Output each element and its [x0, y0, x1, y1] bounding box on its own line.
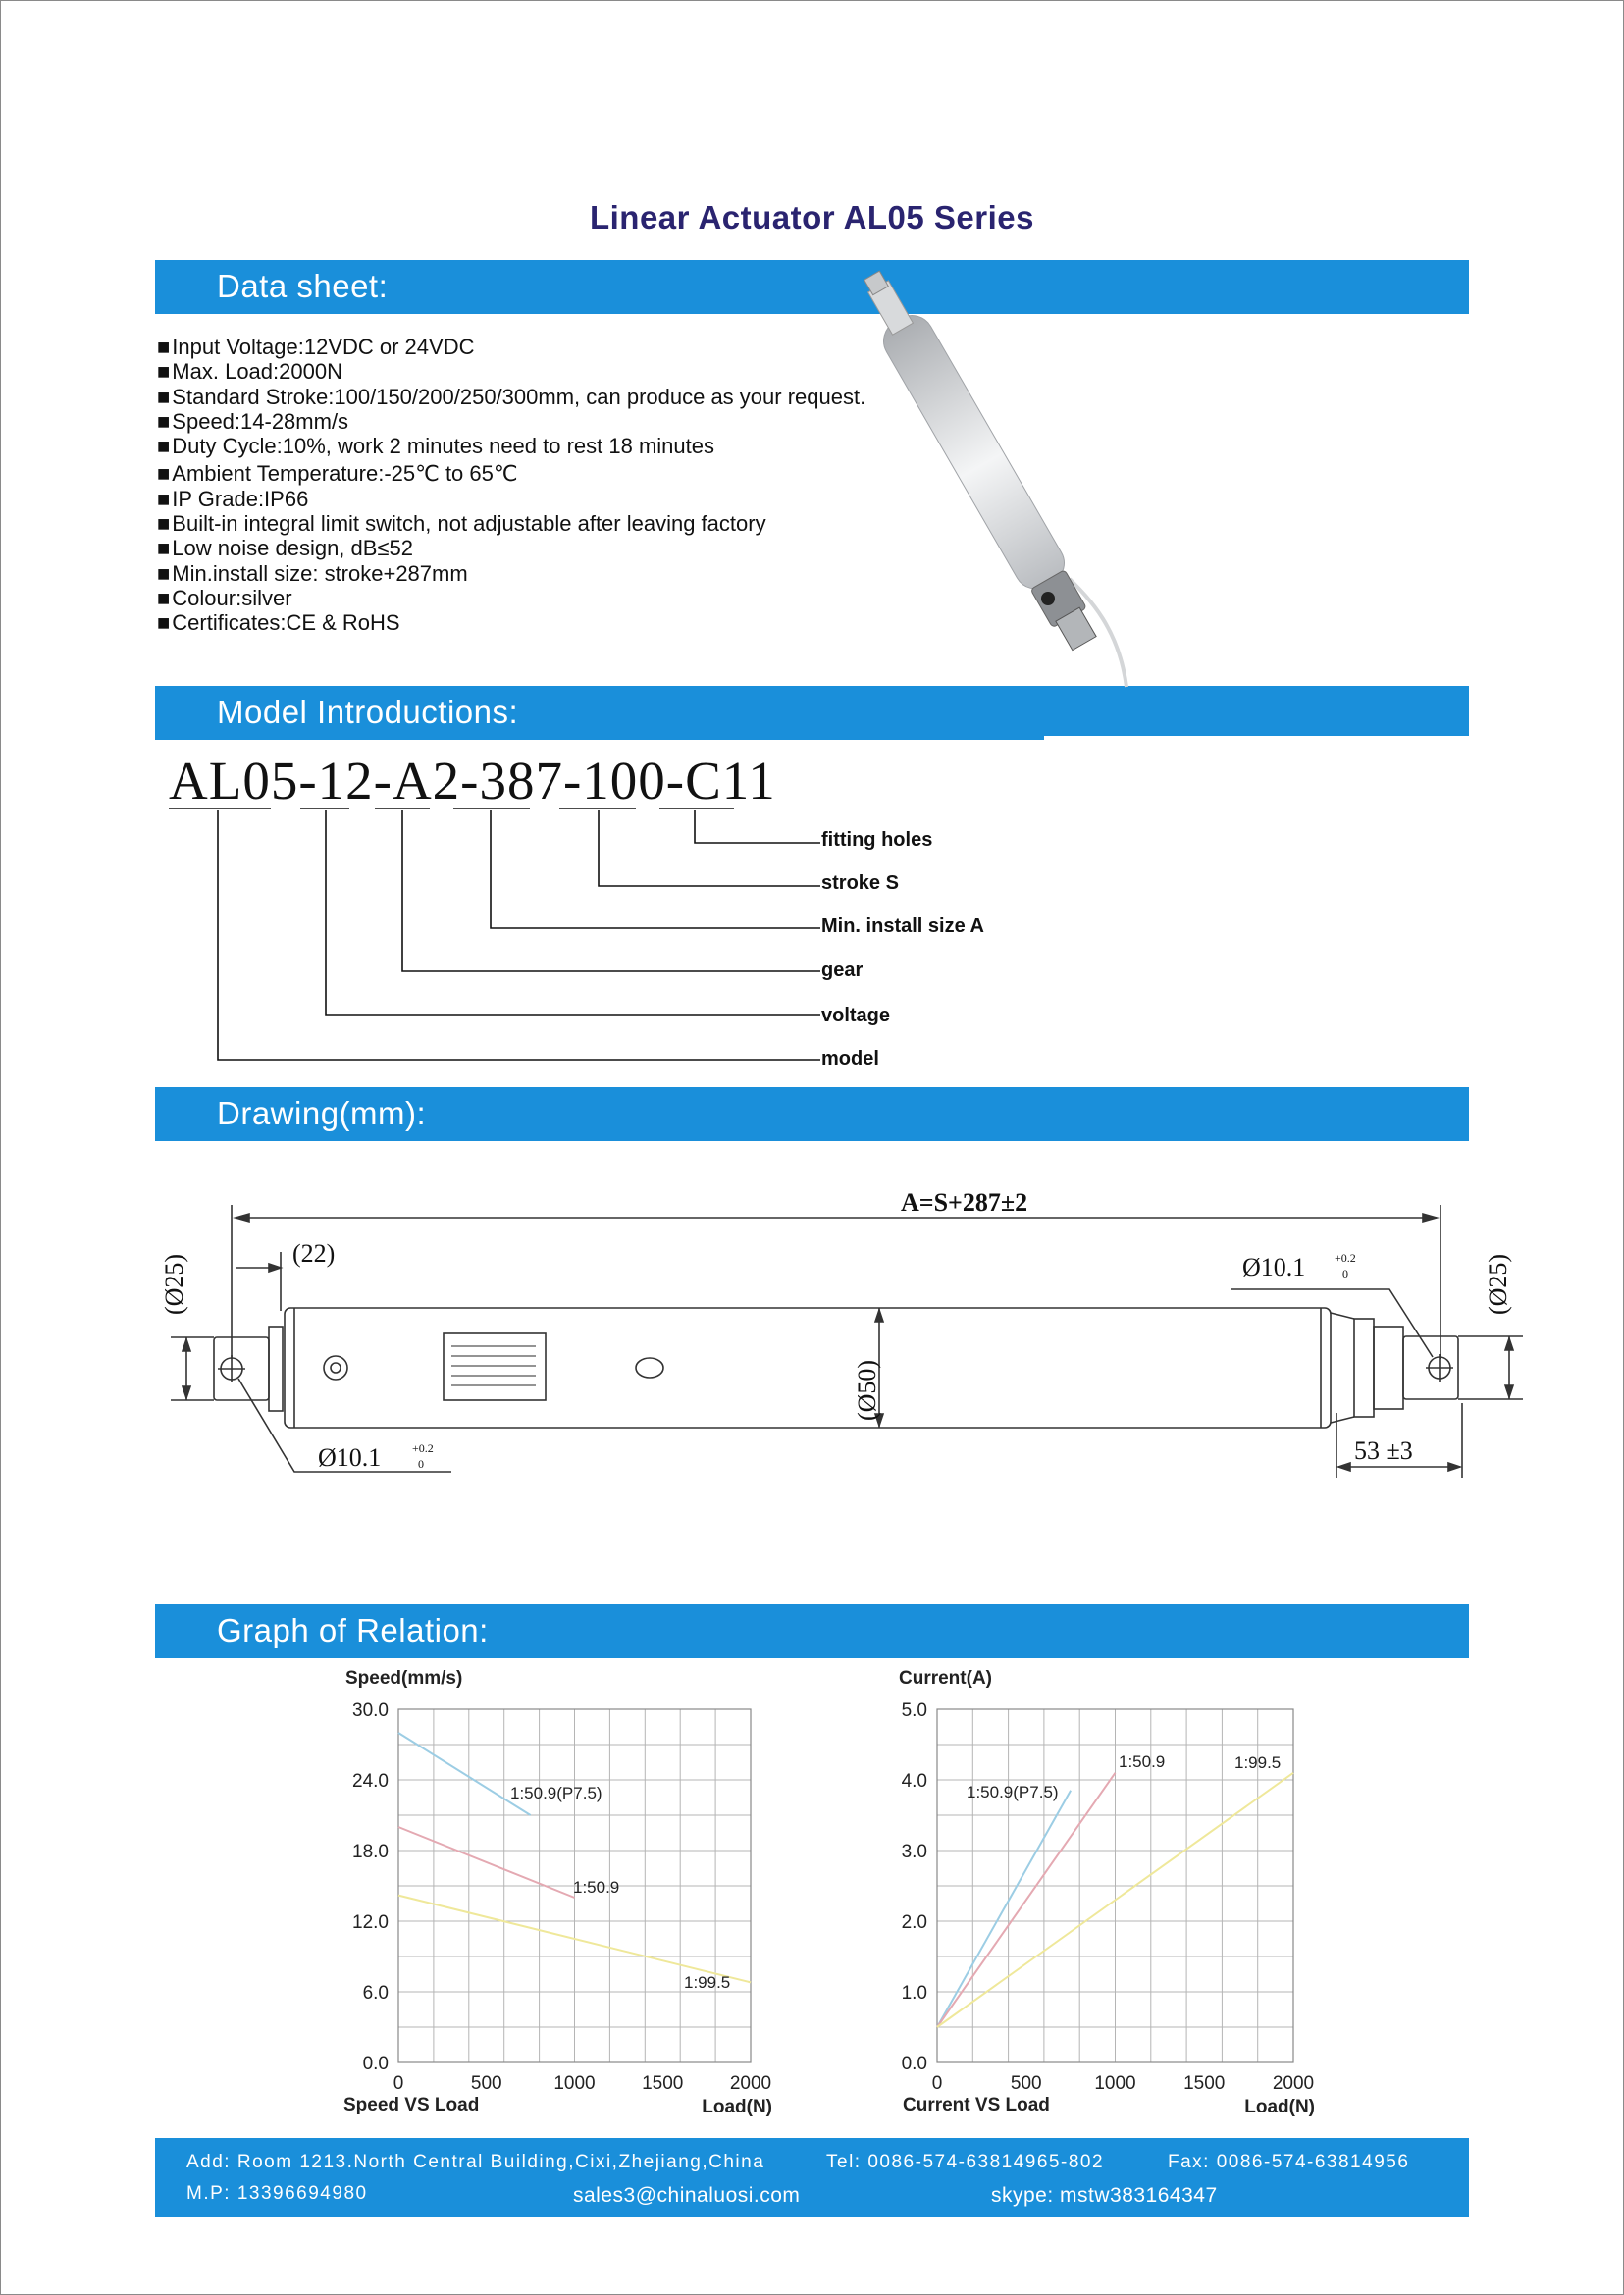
label-stroke: stroke S: [821, 872, 899, 894]
model-code: AL05-12-A2-387-100-C11: [169, 751, 776, 810]
y-tick-label: 12.0: [352, 1912, 389, 1933]
x-tick-label: 1500: [642, 2073, 684, 2094]
series-line: [398, 1733, 531, 1815]
spec-item: ■ Ambient Temperature:-25℃ to 65℃: [157, 461, 865, 486]
y-axis-label: Current(A): [899, 1668, 992, 1689]
contact-footer: [155, 2138, 1469, 2217]
drawing-heading: Drawing(mm):: [217, 1095, 427, 1131]
y-axis-label: Speed(mm/s): [345, 1668, 463, 1689]
dia-25-right: (Ø25): [1484, 1253, 1512, 1315]
series-line: [937, 1773, 1116, 2027]
footer-mobile: M.P: 13396694980: [186, 2183, 368, 2204]
spec-item: ■ Speed:14-28mm/s: [157, 409, 865, 434]
series-label: 1:50.9: [573, 1878, 620, 1897]
x-tick-label: 1000: [1094, 2073, 1136, 2094]
y-tick-label: 30.0: [352, 1700, 389, 1721]
hole-tolerance-right-top: +0.2: [1335, 1251, 1356, 1265]
y-tick-label: 6.0: [362, 1983, 389, 2004]
hole-diameter-right: Ø10.1: [1242, 1253, 1306, 1281]
x-tick-label: 2000: [1272, 2073, 1315, 2094]
footer-email: sales3@chinaluosi.com: [573, 2184, 801, 2207]
dim-53: 53 ±3: [1354, 1436, 1413, 1465]
dim-22: (22): [292, 1239, 336, 1268]
footer-skype: skype: mstw383164347: [991, 2184, 1218, 2207]
model-heading: Model Introductions:: [217, 694, 519, 730]
y-tick-label: 0.0: [901, 2054, 927, 2074]
x-tick-label: 0: [393, 2073, 404, 2094]
x-tick-label: 1500: [1183, 2073, 1226, 2094]
x-tick-label: 1000: [553, 2073, 596, 2094]
y-tick-label: 5.0: [901, 1700, 927, 1721]
x-tick-label: 0: [931, 2073, 943, 2094]
page-title: Linear Actuator AL05 Series: [589, 199, 1035, 235]
spec-item: ■ Standard Stroke:100/150/200/250/300mm, can produce as your request.: [157, 385, 865, 409]
y-tick-label: 1.0: [901, 1983, 927, 2004]
dia-50: (Ø50): [853, 1359, 881, 1421]
y-tick-label: 4.0: [901, 1771, 927, 1792]
series-line: [398, 1827, 575, 1898]
series-label: 1:50.9(P7.5): [967, 1783, 1059, 1801]
series-label: 1:50.9: [1119, 1752, 1166, 1771]
label-voltage: voltage: [821, 1005, 891, 1026]
graph-heading: Graph of Relation:: [217, 1612, 489, 1648]
datasheet-heading: Data sheet:: [217, 268, 389, 304]
y-tick-label: 24.0: [352, 1771, 389, 1792]
hole-diameter-left: Ø10.1: [318, 1443, 382, 1472]
spec-item: ■ Certificates:CE & RoHS: [157, 610, 865, 635]
y-tick-label: 2.0: [901, 1912, 927, 1933]
x-axis-label: Load(N): [1244, 2097, 1315, 2117]
spec-item: ■ Low noise design, dB≤52: [157, 536, 865, 560]
spec-item: ■ Min.install size: stroke+287mm: [157, 561, 865, 586]
y-tick-label: 0.0: [362, 2054, 389, 2074]
spec-item: ■ Duty Cycle:10%, work 2 minutes need to rest 18 minutes: [157, 434, 865, 458]
dia-25-left: (Ø25): [160, 1253, 188, 1315]
spec-item: ■ Max. Load:2000N: [157, 359, 865, 384]
series-label: 1:99.5: [684, 1973, 731, 1992]
spec-item: ■ Built-in integral limit switch, not adjustable after leaving factory: [157, 511, 865, 536]
chart-title: Speed VS Load: [343, 2095, 480, 2115]
y-tick-label: 18.0: [352, 1842, 389, 1862]
series-label: 1:99.5: [1234, 1753, 1282, 1772]
footer-tel: Tel: 0086-574-63814965-802: [826, 2152, 1105, 2172]
label-gear: gear: [821, 960, 864, 981]
y-tick-label: 3.0: [901, 1842, 927, 1862]
chart-title: Current VS Load: [903, 2095, 1050, 2115]
series-label: 1:50.9(P7.5): [510, 1784, 602, 1802]
hole-tolerance-right-bottom: 0: [1342, 1267, 1348, 1280]
hole-tolerance-left-bottom: 0: [418, 1457, 424, 1471]
footer-address: Add: Room 1213.North Central Building,Cixi,Zhejiang,China: [186, 2152, 765, 2172]
x-tick-label: 500: [1010, 2073, 1042, 2094]
spec-item: ■ Input Voltage:12VDC or 24VDC: [157, 335, 865, 359]
label-fitting-holes: fitting holes: [821, 829, 933, 851]
x-axis-label: Load(N): [702, 2097, 772, 2117]
footer-fax: Fax: 0086-574-63814956: [1168, 2152, 1410, 2172]
spec-item: ■ IP Grade:IP66: [157, 487, 865, 511]
overall-length-dimension: A=S+287±2: [901, 1188, 1028, 1217]
label-model: model: [821, 1048, 879, 1069]
hole-tolerance-left-top: +0.2: [412, 1441, 434, 1455]
x-tick-label: 500: [470, 2073, 502, 2094]
x-tick-label: 2000: [729, 2073, 772, 2094]
label-install-size: Min. install size A: [821, 915, 984, 937]
spec-item: ■ Colour:silver: [157, 586, 865, 610]
